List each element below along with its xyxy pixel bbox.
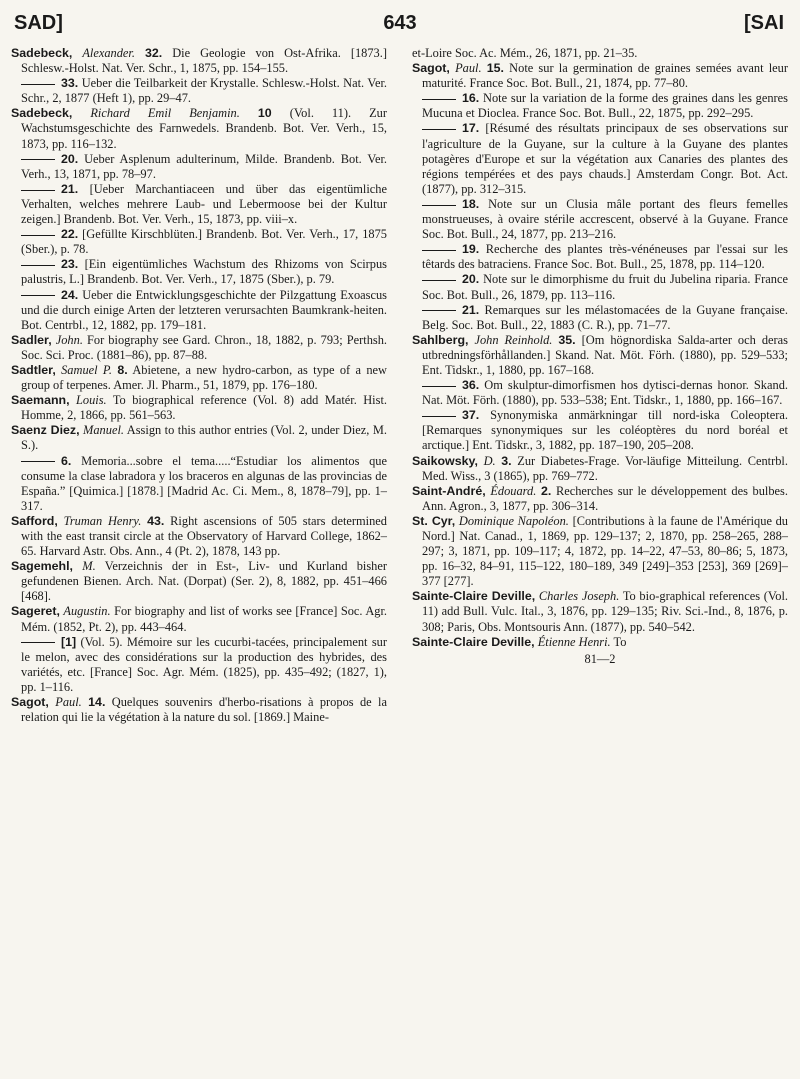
entry-text: Right ascensions of 505 stars determined with the east transit circle at the Observatory of Harvard College, 1862–65. Harvard Astr. Obs. Ann., 4 (Pt. 2), 1878, 143 pp. [21,513,387,559]
author-given-name: Dominique Napoléon. [458,513,569,528]
ditto-dash [21,642,55,643]
page-number: 643 [383,12,417,34]
entry-text: For biography and list of works see [France] Soc. Agr. Mém. (1852, Pt. 2), pp. 443–464. [21,604,387,634]
author-given-name: Augustin. [63,604,111,619]
ditto-dash [422,280,456,281]
entry-number: 18. [462,196,480,211]
ditto-dash [21,461,55,462]
bib-entry [11,423,387,453]
entry-text: (Vol. 5). Mémoire sur les cucurbi-tacées, principalement sur le melon, avec des considérations sur la production des hybrides, des variétés, etc. [France] Soc. Agr. Mém. (1825), pp. 435–492; (1827, 1), pp. 1–116. [21,634,387,694]
entry-text: [Ein eigentümliches Wachstum des Rhizoms von Scirpus palustris, L.] Brandenb. Bot. Ver. Verh., 17, 1875 (Sber.), p. 79. [21,257,388,287]
entry-number: 2. [540,483,552,498]
ditto-dash [21,190,55,191]
entry-number: 8. [117,362,128,377]
bib-entry [412,303,788,333]
bib-entry [412,197,788,242]
author-name: Sainte-Claire Deville, [412,634,535,649]
author-given-name: Richard Emil Benjamin. [90,106,240,121]
bib-entry [412,514,788,589]
entry-number: 16. [462,91,480,106]
author-name: Sadebeck, [11,46,73,60]
entry-number: 21. [462,302,480,317]
bib-entry [11,46,387,76]
ditto-dash [21,159,55,160]
bib-entry [11,363,387,393]
entry-text: To biographical reference (Vol. 8) add Matér. Hist. Homme, 2, 1866, pp. 561–563. [21,393,387,423]
bib-entry [412,272,788,302]
bib-entry [11,152,387,182]
author-name: Sainte-Claire Deville, [412,589,536,604]
bib-entry [11,227,387,257]
header-left: SAD] [14,12,63,34]
author-name: Saemann, [11,393,70,408]
author-name: Sadebeck, [11,106,73,121]
entry-text: Note sur la variation de la forme des graines dans les genres Mucuna et Dioclea. France Soc. Bot. Bull., 22, 1875, pp. 292–295. [422,91,788,121]
entry-number: 24. [61,287,79,302]
entry-text: Om skulptur-dimorfismen hos dytisci-dernas honor. Skand. Nat. Möt. Förh. (1880), pp. 533–538; Ent. Tidskr., 1, 1880, pp. 166–167. [422,378,788,408]
author-given-name: Alexander. [82,46,135,60]
bib-entry [11,635,387,695]
ditto-dash [422,310,456,311]
entry-number: 32. [144,46,163,60]
bib-entry [412,91,788,121]
author-given-name: Louis. [75,393,107,408]
entry-number: 6. [61,453,72,468]
entry-text: For biography see Gard. Chron., 18, 1882, p. 793; Perthsh. Soc. Sci. Proc. (1881–86), pp. 87–88. [21,332,387,362]
entry-text: Recherches sur le développement des bulbes. Ann. Agron., 3, 1877, pp. 306–314. [422,483,788,513]
bib-entry [11,393,387,423]
running-header [0,6,800,40]
author-name: Sageret, [11,604,60,619]
bib-entry [412,121,788,196]
author-name: Sadtler, [11,362,56,377]
author-given-name: Paul. [455,61,482,76]
author-name: Sagemehl, [11,559,73,574]
author-given-name: Manuel. [83,423,124,438]
bib-entry [11,695,387,725]
entry-text: Memoria...sobre el tema.....“Estudiar los alimentos que consume la clase labradora y los braceros en algunas de las provincias de España.” [Quimica.] [1878.] [Madrid Ac. Ci. Mem., 8, 1878–79], pp. 1–317. [21,453,387,513]
bib-entry [412,484,788,514]
author-given-name: Charles Joseph. [538,589,620,604]
entry-number: 10 [257,106,272,121]
entry-number: 15. [486,61,504,76]
bib-entry [412,242,788,272]
author-given-name: M. [82,559,96,574]
signature-mark: 81—2 [584,651,616,666]
author-given-name: Édouard. [490,483,537,498]
entry-text: Note sur le dimorphisme du fruit du Jubelina riparia. France Soc. Bot. Bull., 26, 1879, pp. 113–116. [422,272,788,302]
author-name: Sagot, [412,61,450,76]
bib-entry [11,514,387,559]
ditto-dash [422,416,456,417]
entry-number: 33. [61,76,79,91]
entry-text: [Résumé des résultats principaux de ses observations sur l'agriculture de la Guyane, sur la culture à la Guyane des plantes potagères d'Europe et sur la végétation aux Canaries des plantes des régions tempérées et des pays chauds.] Amsterdam Congr. Bot. Act. (1877), pp. 312–315. [422,121,788,196]
bib-entry [11,257,387,287]
header-right: [SAI [744,12,784,34]
entry-text: [Contributions à la faune de l'Amérique du Nord.] Nat. Canad., 1, 1869, pp. 129–137; 2, 1870, pp. 258–265, 288–297; 3, 1871, pp. 109–117; 4, 1872, pp. 14–22, 47–53, 80–86; 5, 1873, pp. 16–32, 84–91, 115–122, 180–189, 349 [249]–353 [253], 369 [269]–377 [277]. [422,513,788,589]
ditto-dash [422,205,456,206]
author-name: Safford, [11,513,58,528]
bib-entry [11,333,387,363]
entry-text: Note sur un Clusia mâle portant des fleurs femelles monstrueuses, à ovaire stérile accrescent, observé à la Guyane. France Soc. Bot. Bull., 24, 1877, pp. 213–216. [422,196,788,242]
ditto-dash [21,265,55,266]
left-column [11,46,387,725]
entry-text: [Om högnordiska Salda-arter och deras utbredningsförhållanden.] Skand. Nat. Möt. Förh. (1880), pp. 529–533; Ent. Tidskr., 1, 1880, pp. 167–168. [422,332,788,377]
entry-number: 21. [61,181,79,196]
bib-entry [11,106,387,151]
entry-number: 14. [88,695,106,710]
ditto-dash [422,99,456,100]
ditto-dash [21,295,55,296]
bib-entry [412,333,788,378]
entry-number: 37. [462,408,480,423]
entry-text: Die Geologie von Ost-Afrika. [1873.] Schlesw.-Holst. Nat. Ver. Schr., 1, 1875, pp. 154–155. [21,46,387,76]
entry-number: 23. [61,257,79,272]
entry-text: Zur Diabetes-Frage. Vor-läufige Mitteilung. Centrbl. Med. Wiss., 3 (1865), pp. 769–772. [422,453,788,483]
bib-entry [11,182,387,227]
author-name: Sadler, [11,332,52,347]
author-given-name: Paul. [55,695,82,710]
bib-entry [11,559,387,604]
author-name: Saikowsky, [412,453,478,468]
bib-entry [412,378,788,408]
entry-number: 20. [462,272,480,287]
entry-number: 35. [558,332,576,347]
entry-text: [Gefüllte Kirschblüten.] Brandenb. Bot. Ver. Verh., 17, 1875 (Sber.), p. 78. [21,227,387,257]
entry-text: Verzeichnis der in Est-, Liv- und Kurland bisher gefundenen Bienen. Arch. Nat. (Dorpat) (Ser. 2), 8, 1882, pp. 451–466 [468]. [21,559,387,604]
entry-text: Ueber die Teilbarkeit der Krystalle. Schlesw.-Holst. Nat. Ver. Schr., 2, 1877 (Heft 1), pp. 29–47. [21,76,387,106]
entry-number: 43. [147,513,165,528]
entry-text: Remarques sur les mélastomacées de la Guyane française. Belg. Soc. Bot. Bull., 22, 1883 (C. R.), pp. 71–77. [422,302,788,332]
bib-entry [412,61,788,91]
entry-text: Assign to this author entries (Vol. 2, under Diez, M. S.). [21,423,387,453]
bib-entry [11,604,387,634]
entry-number: 22. [61,227,79,242]
bib-entry [11,454,387,514]
author-name: Saenz Diez, [11,423,80,438]
author-name: Sagot, [11,695,49,710]
ditto-dash [21,235,55,236]
entry-text: Quelques souvenirs d'herbo-risations à propos de la relation qui lie la végétation à la nature du sol. [1869.] Maine- [21,695,387,725]
bib-entry [412,589,788,634]
entry-number: 36. [462,378,480,393]
entry-text: To bio-graphical references (Vol. 11) add Bull. Vulc. Ital., 3, 1876, pp. 129–135; Riv. Sci.-Ind., 8, 1876, p. 308; Paris, Obs. Montsouris Ann. (1877), pp. 540–542. [422,589,788,634]
entry-text: Synonymiska anmärkningar till nord-iska Coleoptera. [Remarques synonymiques sur les coléoptères du nord boréal et arctique.] Ent. Tidskr., 3, 1882, pp. 187–190, 205–208. [422,408,788,453]
entry-text: Abietene, a new hydro-carbon, as type of a new group of terpenes. Amer. Jl. Pharm., 51, 1879, pp. 176–180. [21,362,387,393]
entry-text: Ueber die Entwicklungsgeschichte der Pilzgattung Exoascus und die durch einige Arten der letzteren verursachten Baumkrank-heiten. Bot. Centrbl., 12, 1882, pp. 179–181. [21,287,387,332]
bib-entry [11,288,387,333]
entry-text: [Ueber Marchantiaceen und über das eigentümliche Verhalten, welches mehrere Laub- und Lebermoose bei der Kultur zeigen.] Brandenb. Bot. Ver. Verh., 15, 1873, pp. viii–x. [21,181,387,227]
author-given-name: John Reinhold. [474,332,553,347]
author-given-name: Étienne Henri. [537,634,611,649]
bib-entry [11,76,387,106]
right-column [412,46,788,667]
bib-entry [412,454,788,484]
entry-number: 20. [61,151,79,166]
bib-entry [412,635,788,650]
entry-number: [1] [61,634,77,649]
entry-number: 3. [501,453,512,468]
author-name: Sahlberg, [412,332,469,347]
ditto-dash [422,386,456,387]
author-given-name: Truman Henry. [63,513,142,528]
entry-text: (Vol. 11). Zur Wachstumsgeschichte des Farnwedels. Brandenb. Bot. Ver. Verh., 15, 1873, pp. 116–132. [21,106,387,151]
author-name: St. Cyr, [412,513,456,528]
author-given-name: D. [483,453,496,468]
entry-text: Note sur la germination de graines semées avant leur maturité. France Soc. Bot. Bull., 21, 1874, pp. 77–80. [422,61,788,91]
bib-entry [412,408,788,453]
entry-text: To [613,634,627,649]
ditto-dash [422,250,456,251]
bib-entry [412,46,788,61]
author-given-name: John. [55,332,83,347]
entry-text: et-Loire Soc. Ac. Mém., 26, 1871, pp. 21–35. [412,46,638,60]
ditto-dash [422,129,456,130]
entry-text: Ueber Asplenum adulterinum, Milde. Brandenb. Bot. Ver. Verh., 13, 1871, pp. 78–97. [21,151,387,181]
entry-text: Recherche des plantes très-vénéneuses par l'essai sur les têtards des batraciens. France Soc. Bot. Bull., 25, 1878, pp. 114–120. [422,242,788,272]
author-name: Saint-André, [412,483,486,498]
author-given-name: Samuel P. [61,362,112,377]
entry-number: 17. [462,121,480,136]
entry-number: 19. [462,242,480,257]
ditto-dash [21,84,55,85]
